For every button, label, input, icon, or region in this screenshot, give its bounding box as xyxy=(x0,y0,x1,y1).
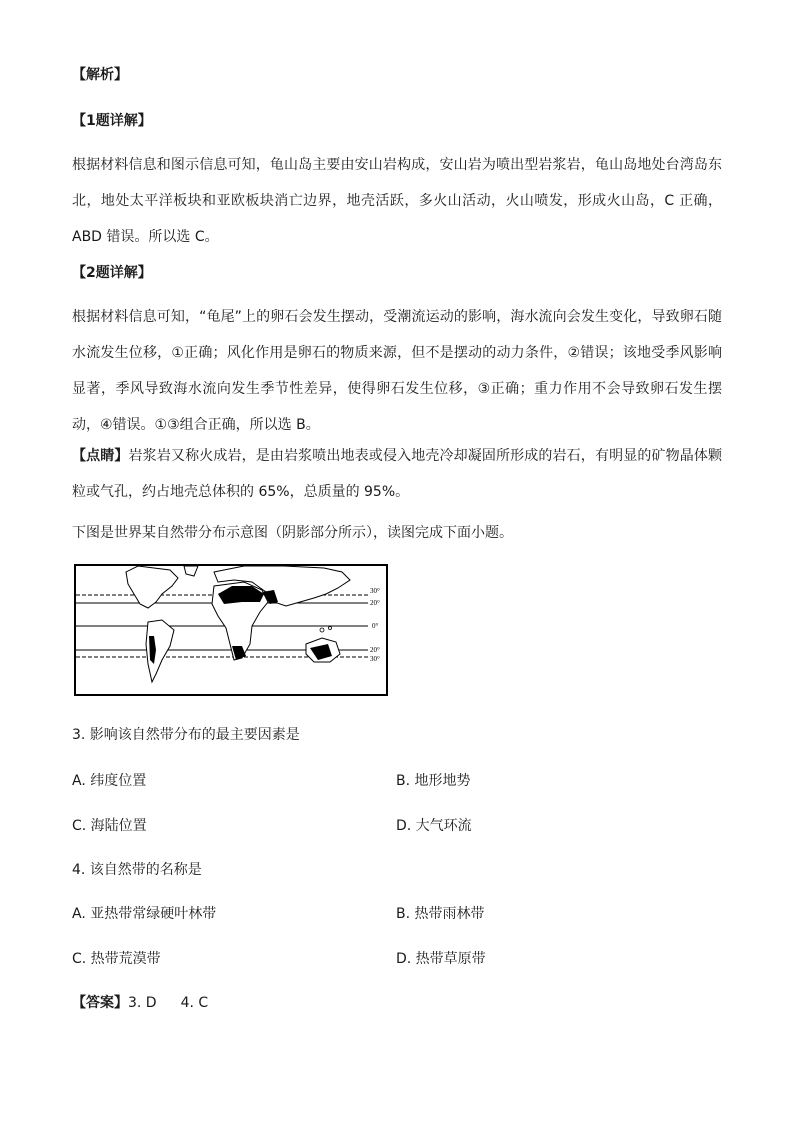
island-shape xyxy=(320,628,324,632)
tip-paragraph xyxy=(72,438,722,510)
lat-label-0: 0° xyxy=(372,622,379,630)
q3-option-d: D. 大气环流 xyxy=(396,818,472,834)
q1-explanation: 根据材料信息和图示信息可知，龟山岛主要由安山岩构成，安山岩为喷出型岩浆岩，龟山岛地处台湾岛东北，地处太平洋板块和亚欧板块消亡边界，地壳活跃，多火山活动，火山喷发，形成火山岛，C 正确，ABD 错误。所以选 C。 xyxy=(72,157,722,245)
q4-option-d: D. 热带草原带 xyxy=(396,951,486,967)
island-shape xyxy=(329,627,332,630)
q4-stem: 4. 该自然带的名称是 xyxy=(72,862,202,878)
lat-label-20s: 20° xyxy=(370,646,380,654)
q3-option-c: C. 海陆位置 xyxy=(72,818,147,834)
q2-heading: 【2题详解】 xyxy=(72,265,152,281)
answer-4: 4. C xyxy=(180,995,209,1011)
q4-option-a: A. 亚热带常绿硬叶林带 xyxy=(72,906,217,922)
lat-label-20n: 20° xyxy=(370,599,380,607)
answer-3: 3. D xyxy=(128,995,157,1011)
analysis-label: 【解析】 xyxy=(72,67,128,83)
lat-label-30n: 30° xyxy=(370,587,380,595)
q1-heading: 【1题详解】 xyxy=(72,113,152,129)
answer-line xyxy=(72,992,722,1012)
q4-option-b: B. 热带雨林带 xyxy=(396,906,485,922)
q3-option-b: B. 地形地势 xyxy=(396,773,471,789)
question-intro: 下图是世界某自然带分布示意图（阴影部分所示），读图完成下面小题。 xyxy=(72,525,513,541)
q2-explanation: 根据材料信息可知，“龟尾”上的卵石会发生摆动，受潮流运动的影响，海水流向会发生变化，导致卵石随水流发生位移，①正确；风化作用是卵石的物质来源，但不是摆动的动力条件，②错误；该地受季风影响显著，季风导致海水流向发生季节性差异，使得卵石发生位移，③正确；重力作用不会导致卵石发生摆动，④错误。①③组合正确，所以选 B。 xyxy=(72,309,722,433)
lat-label-30s: 30° xyxy=(370,655,380,663)
tip-text: 岩浆岩又称火成岩，是由岩浆喷出地表或侵入地壳冷却凝固所形成的岩石，有明显的矿物晶体颗粒或气孔，约占地壳总体积的 65%，总质量的 95%。 xyxy=(72,448,723,500)
answer-label: 【答案】 xyxy=(72,995,128,1011)
q3-stem: 3. 影响该自然带分布的最主要因素是 xyxy=(72,727,300,743)
q4-option-c: C. 热带荒漠带 xyxy=(72,951,161,967)
tip-label: 【点睛】 xyxy=(72,448,129,464)
map-svg xyxy=(74,564,388,696)
q3-option-a: A. 纬度位置 xyxy=(72,773,147,789)
world-natural-zone-map xyxy=(74,564,388,696)
